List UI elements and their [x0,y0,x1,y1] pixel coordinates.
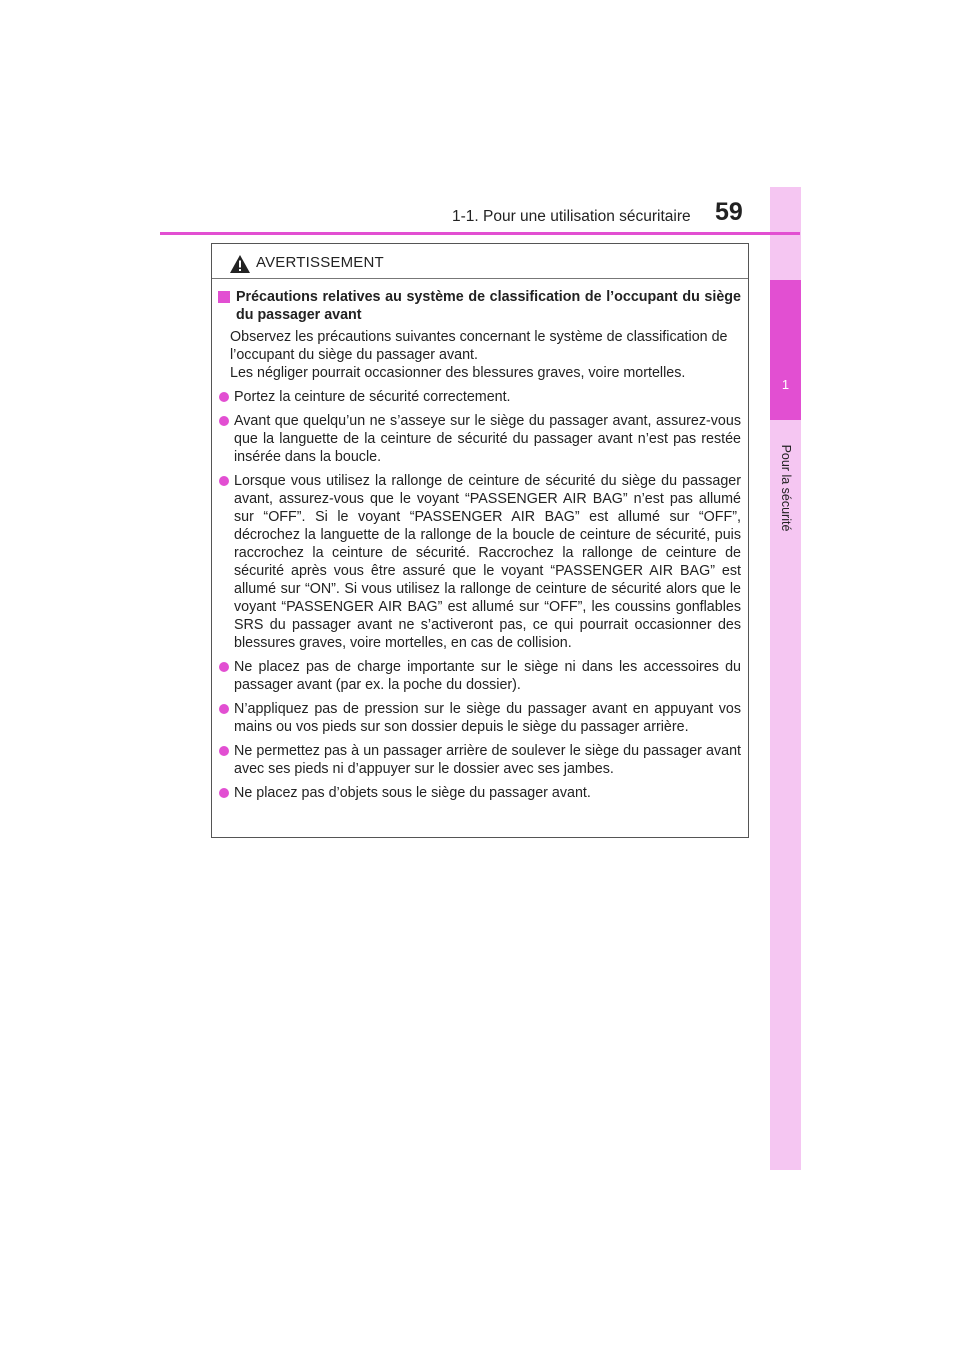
intro-line: Observez les précautions suivantes concernant le système de classification de l’occupant du siège du passager avant. [230,329,728,363]
list-item-text: N’appliquez pas de pression sur le siège du passager avant en appuyant vos mains ou vos pieds sur son dossier depuis le siège du passager arrière. [234,701,741,735]
list-item-text: Portez la ceinture de sécurité correctement. [234,389,511,405]
chapter-tab [770,280,801,420]
list-item [218,742,741,778]
list-item [218,658,741,694]
warning-intro [218,328,741,382]
square-bullet-icon [218,291,230,303]
warning-box [211,243,749,838]
list-item-text: Ne placez pas de charge importante sur le siège ni dans les accessoires du passager avant (par ex. la poche du dossier). [234,659,741,693]
list-item-text: Ne permettez pas à un passager arrière de soulever le siège du passager avant avec ses pieds ni d’appuyer sur le dossier avec ses jambes. [234,743,741,777]
warning-header [212,244,748,279]
round-bullet-icon [219,788,229,798]
list-item [218,784,741,802]
round-bullet-icon [219,704,229,714]
list-item [218,472,741,652]
list-item-text: Ne placez pas d’objets sous le siège du passager avant. [234,785,591,801]
chapter-title: Pour la sécurité [779,444,793,532]
round-bullet-icon [219,662,229,672]
warning-title: AVERTISSEMENT [256,254,384,271]
round-bullet-icon [219,476,229,486]
list-item [218,388,741,406]
warning-triangle-icon [229,254,251,274]
warning-heading-text: Précautions relatives au système de classification de l’occupant du siège du passager avant [236,289,741,323]
round-bullet-icon [219,416,229,426]
round-bullet-icon [219,746,229,756]
header-rule [160,232,800,235]
list-item [218,412,741,466]
intro-line: Les négliger pourrait occasionner des blessures graves, voire mortelles. [230,365,686,381]
chapter-number: 1 [781,377,790,392]
round-bullet-icon [219,392,229,402]
list-item-text: Lorsque vous utilisez la rallonge de ceinture de sécurité du siège du passager avant, assurez-vous que le voyant “PASSENGER AIR BAG” n’est pas allumé sur “OFF”. Si le voyant “PASSENGER AIR BAG” est allumé sur “OFF”, décrochez la languette de la rallonge de la boucle de ceinture de sécurité, puis raccrochez la ceinture de sécurité. Raccrochez la rallonge de ceinture de sécurité après vous être assuré que le voyant “PASSENGER AIR BAG” est allumé sur “ON”. Si vous utilisez la rallonge de ceinture de sécurité alors que le voyant “PASSENGER AIR BAG” est allumé sur “OFF”, les coussins gonflables SRS du passager avant ne s’activeront pas, ce qui pourrait occasionner des blessures graves, voire mortelles, en cas de collision. [234,473,741,651]
warning-body [212,279,748,802]
list-item [218,700,741,736]
section-title: 1-1. Pour une utilisation sécuritaire [452,208,691,225]
page-number: 59 [715,198,743,226]
list-item-text: Avant que quelqu’un ne s’asseye sur le siège du passager avant, assurez-vous que la languette de la ceinture de sécurité du passager avant n’est pas restée insérée dans la boucle. [234,413,741,465]
warning-heading [218,288,741,324]
